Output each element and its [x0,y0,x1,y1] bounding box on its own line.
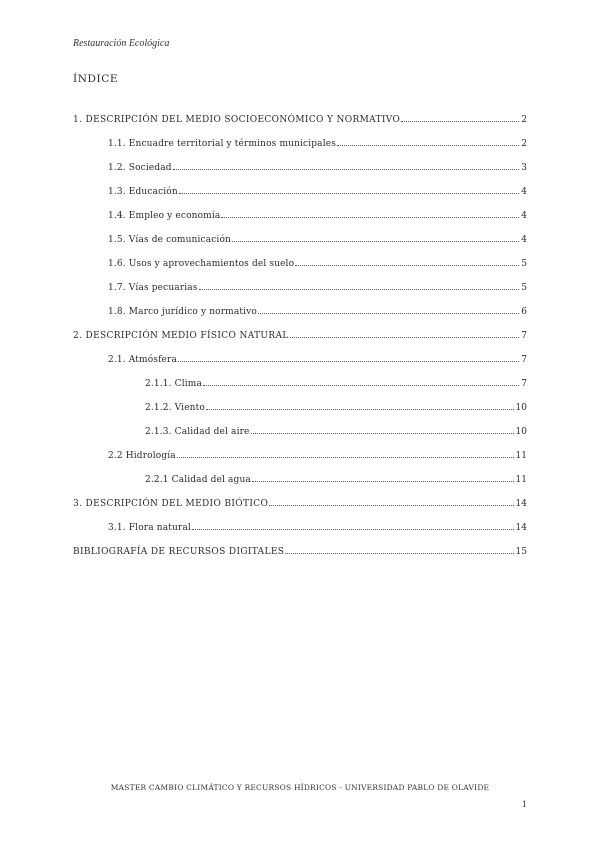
toc-entry-label: 2.2.1 Calidad del agua [145,475,251,485]
toc-entry-page: 2 [521,139,527,149]
toc-entry-page: 7 [521,379,527,389]
toc-leader-dots [251,432,514,434]
index-title: ÍNDICE [73,73,119,85]
toc-entry-label: 3. DESCRIPCIÓN DEL MEDIO BIÓTICO [73,499,269,509]
toc-entry[interactable] [108,521,527,535]
toc-leader-dots [203,384,519,386]
toc-entry-label: 1.2. Sociedad [108,163,172,173]
toc-entry-label: 2.1. Atmósfera [108,355,177,365]
toc-leader-dots [221,216,519,218]
toc-entry-page: 14 [515,499,527,509]
toc-entry[interactable] [145,377,527,391]
toc-entry[interactable] [73,497,527,511]
toc-entry-page: 2 [521,115,527,125]
toc-entry-page: 14 [515,523,527,533]
toc-leader-dots [337,144,519,146]
toc-leader-dots [206,408,514,410]
toc-leader-dots [232,240,519,242]
toc-entry-page: 3 [521,163,527,173]
toc-entry[interactable] [108,353,527,367]
toc-entry-label: 1.3. Educación [108,187,178,197]
toc-leader-dots [192,528,514,530]
toc-entry[interactable] [73,329,527,343]
toc-entry-label: 1.8. Marco jurídico y normativo [108,307,257,317]
running-header: Restauración Ecológica [73,38,170,49]
toc-leader-dots [285,552,513,554]
toc-entry-page: 11 [515,475,527,485]
toc-entry-label: 2.2 Hidrología [108,451,176,461]
toc-entry-page: 5 [521,283,527,293]
toc-entry-label: 1.6. Usos y aprovechamientos del suelo [108,259,295,269]
toc-leader-dots [295,264,519,266]
toc-entry-label: 1.1. Encuadre territorial y términos municipales [108,139,336,149]
toc-entry-page: 4 [521,211,527,221]
toc-entry-page: 6 [521,307,527,317]
toc-entry-page: 10 [515,403,527,413]
toc-entry-label: 1.5. Vías de comunicación [108,235,231,245]
toc-entry[interactable] [108,161,527,175]
toc-entry[interactable] [145,425,527,439]
toc-entry[interactable] [145,473,527,487]
toc-entry[interactable] [108,449,527,463]
toc-leader-dots [199,288,520,290]
toc-entry[interactable] [145,401,527,415]
toc-leader-dots [177,456,514,458]
toc-entry-label: 1.4. Empleo y economía [108,211,221,221]
toc-entry-label: 2.1.3. Calidad del aire [145,427,250,437]
toc-leader-dots [401,120,519,122]
toc-entry[interactable] [108,281,527,295]
toc-leader-dots [178,360,519,362]
toc-leader-dots [252,480,514,482]
toc-entry[interactable] [73,545,527,559]
toc-leader-dots [173,168,520,170]
toc-entry-page: 15 [515,547,527,557]
toc-entry[interactable] [108,233,527,247]
toc-entry-label: BIBLIOGRAFÍA DE RECURSOS DIGITALES [73,547,285,557]
toc-entry-label: 1. DESCRIPCIÓN DEL MEDIO SOCIOECONÓMICO Y NORMATIVO [73,115,401,125]
toc-entry-page: 11 [515,451,527,461]
toc-entry-page: 4 [521,235,527,245]
toc-leader-dots [269,504,513,506]
toc-entry[interactable] [108,137,527,151]
toc-leader-dots [290,336,520,338]
toc-leader-dots [258,312,519,314]
toc-entry-page: 4 [521,187,527,197]
toc-entry[interactable] [108,257,527,271]
toc-entry-page: 10 [515,427,527,437]
toc-entry[interactable] [108,305,527,319]
toc-entry-label: 1.7. Vías pecuarias [108,283,198,293]
toc-entry-label: 3.1. Flora natural [108,523,191,533]
page-footer: MASTER CAMBIO CLIMÁTICO Y RECURSOS HÍDRICOS - UNIVERSIDAD PABLO DE OLAVIDE [110,783,490,792]
toc-entry-page: 7 [521,331,527,341]
toc-entry[interactable] [108,209,527,223]
toc-entry-page: 5 [521,259,527,269]
toc-entry-label: 2.1.1. Clima [145,379,202,389]
toc-entry-label: 2. DESCRIPCIÓN MEDIO FÍSICO NATURAL [73,331,289,341]
toc-entry[interactable] [108,185,527,199]
page-number: 1 [522,800,528,809]
toc-entry-page: 7 [521,355,527,365]
toc-entry-label: 2.1.2. Viento [145,403,205,413]
toc-leader-dots [179,192,519,194]
toc-entry[interactable] [73,113,527,127]
